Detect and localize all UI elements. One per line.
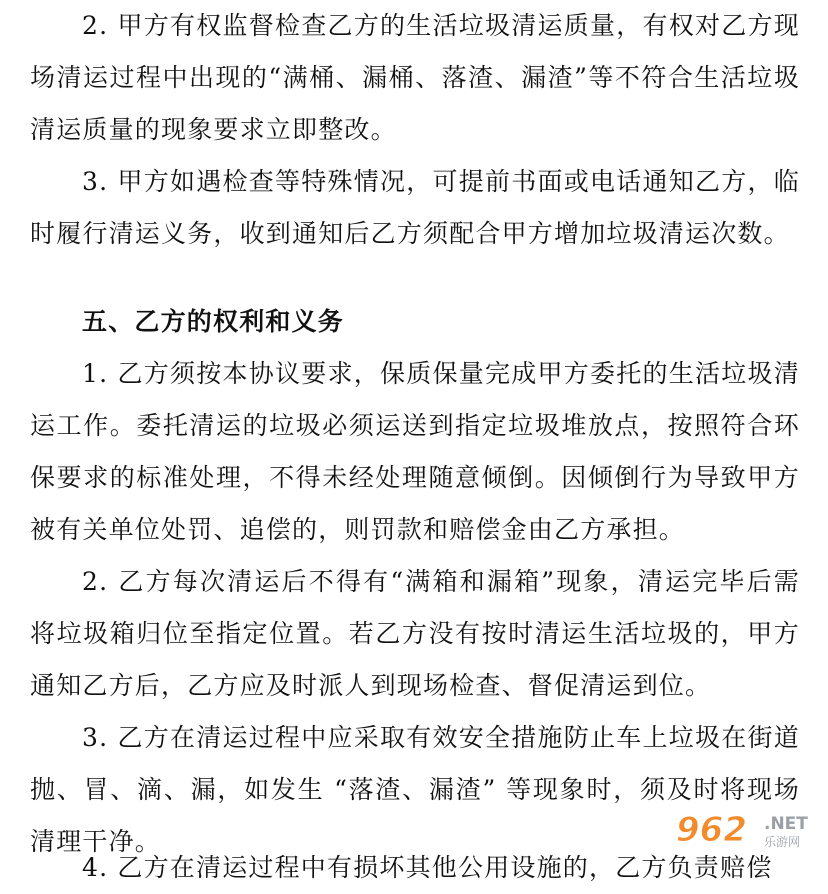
watermark-subtitle: 乐游网 (764, 835, 801, 849)
paragraph-text: 2. 甲方有权监督检查乙方的生活垃圾清运质量，有权对乙方现场清运过程中出现的“满桶、漏桶、落渣、漏渣”等不符合生活垃圾清运质量的现象要求立即整改。 (30, 11, 800, 144)
section-heading: 五、乙方的权利和义务 (82, 307, 345, 336)
paragraph-party-b-no-overflow (30, 556, 800, 712)
paragraph-text: 3. 甲方如遇检查等特殊情况，可提前书面或电话通知乙方，临时履行清运义务，收到通知后乙方须配合甲方增加垃圾清运次数。 (30, 167, 800, 248)
paragraph-text: 3. 乙方在清运过程中应采取有效安全措施防止车上垃圾在街道抛、冒、滴、漏，如发生 “落渣、漏渣” 等现象时，须及时将现场清理干净。 (30, 723, 800, 856)
watermark-suffix: .NET (764, 814, 808, 834)
paragraph-party-b-obligations (30, 348, 800, 556)
paragraph-party-a-special-cases (30, 156, 800, 260)
site-watermark (672, 810, 822, 856)
paragraph-text: 2. 乙方每次清运后不得有“满箱和漏箱”现象，清运完毕后需将垃圾箱归位至指定位置。若乙方没有按时清运生活垃圾的，甲方通知乙方后，乙方应及时派人到现场检查、督促清运到位。 (30, 567, 800, 700)
watermark-number: 962 (676, 810, 747, 850)
paragraph-text: 1. 乙方须按本协议要求，保质保量完成甲方委托的生活垃圾清运工作。委托清运的垃圾必须运送到指定垃圾堆放点，按照符合环保要求的标准处理，不得未经处理随意倾倒。因倾倒行为导致甲方被有关单位处罚、追偿的，则罚款和赔偿金由乙方承担。 (30, 359, 800, 544)
paragraph-party-a-supervision (30, 0, 800, 156)
paragraph-text: 4. 乙方在清运过程中有损坏其他公用设施的，乙方负责赔偿 (82, 853, 773, 882)
